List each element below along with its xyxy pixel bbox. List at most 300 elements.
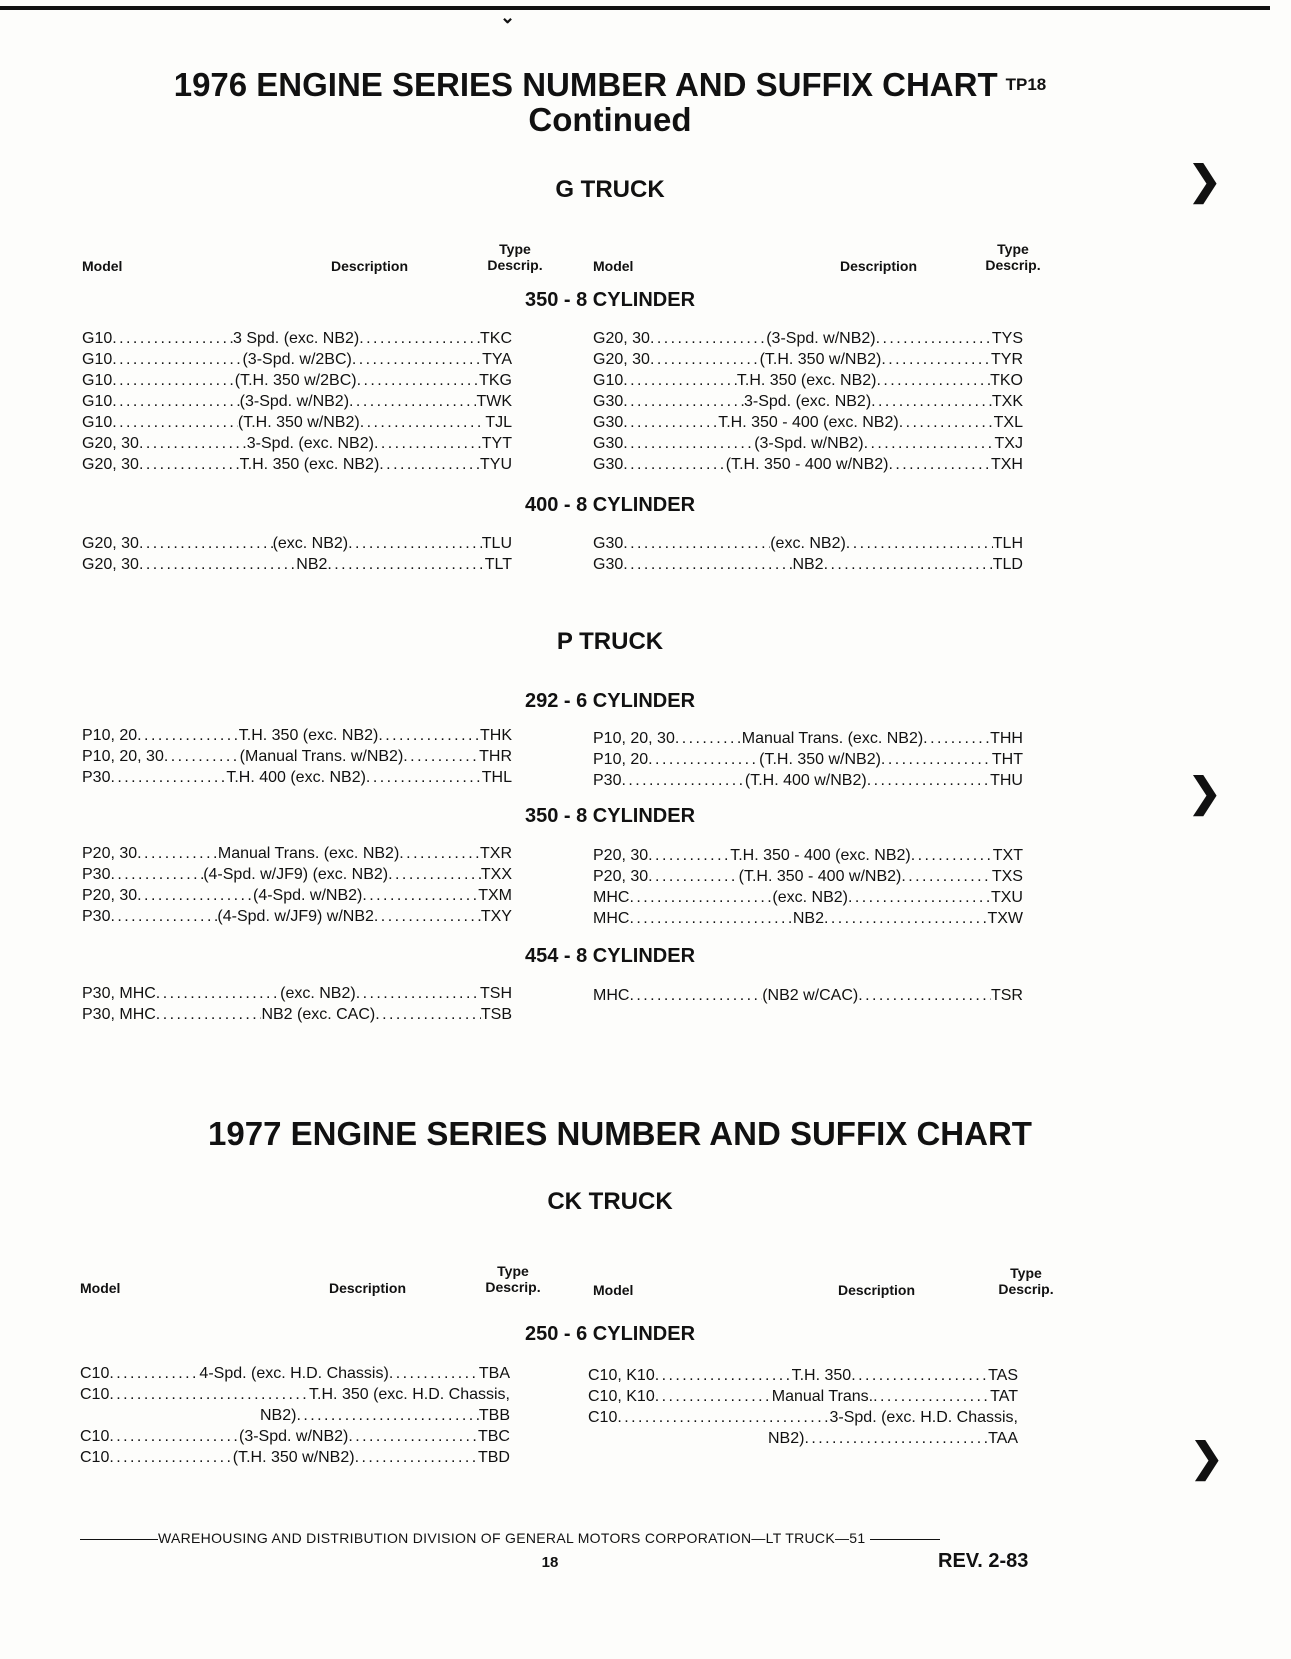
type-code-cell: TYA <box>482 351 512 368</box>
dot-leader <box>403 746 479 767</box>
cylinder-heading: 350 - 8 CYLINDER <box>524 805 696 827</box>
model-cell: C10 <box>80 1386 110 1403</box>
indent-spacer <box>80 1405 260 1426</box>
dot-leader <box>112 391 239 412</box>
dot-leader <box>399 843 480 864</box>
dot-leader <box>629 985 762 1006</box>
dot-leader <box>888 454 991 475</box>
table-row <box>593 554 1023 575</box>
indent-spacer <box>588 1428 768 1449</box>
chart-title-continued: Continued <box>528 101 692 138</box>
footer-rule-left <box>80 1539 158 1540</box>
chart-title-1977: 1977 ENGINE SERIES NUMBER AND SUFFIX CHART <box>208 1115 1032 1152</box>
model-cell: MHC <box>593 889 630 906</box>
table-row <box>82 864 512 885</box>
dot-leader <box>623 391 744 412</box>
dot-leader <box>327 554 484 575</box>
section-title-ck-truck: CK TRUCK <box>547 1188 673 1215</box>
table-row <box>593 391 1023 412</box>
type-code-cell: TXT <box>992 847 1023 864</box>
description-continuation: NB2) <box>768 1430 805 1447</box>
cylinder-heading: 400 - 8 CYLINDER <box>524 494 696 516</box>
model-cell: P30 <box>593 772 622 789</box>
table-row <box>82 349 512 370</box>
type-code-cell: TYR <box>991 351 1023 368</box>
dot-leader <box>109 1384 309 1405</box>
model-cell: C10 <box>80 1428 110 1445</box>
dot-leader <box>848 887 991 908</box>
dot-leader <box>881 349 991 370</box>
table-row <box>593 454 1023 475</box>
description-cell: 3 Spd. (exc. NB2) <box>232 330 360 347</box>
type-code-cell: TAS <box>988 1367 1018 1384</box>
table-row <box>82 412 512 433</box>
footer-rule-right <box>870 1539 940 1540</box>
type-code-cell: TYU <box>480 456 512 473</box>
dot-leader <box>867 770 990 791</box>
dot-leader <box>648 749 759 770</box>
description-cell: (3-Spd. w/2BC) <box>242 351 352 368</box>
dot-leader <box>629 887 772 908</box>
dot-leader <box>349 391 476 412</box>
type-code-cell: THT <box>991 751 1023 768</box>
type-code-cell: THL <box>481 769 512 786</box>
table-row <box>82 391 512 412</box>
description-cell: (T.H. 400 w/NB2) <box>744 772 867 789</box>
type-code-cell: TBC <box>477 1428 510 1445</box>
dot-leader <box>621 770 744 791</box>
description-cell: T.H. 350 (exc. NB2) <box>239 456 380 473</box>
table-block <box>593 845 1023 929</box>
footer-text: WAREHOUSING AND DISTRIBUTION DIVISION OF GENERAL MOTORS CORPORATION—LT TRUCK—51 <box>158 1530 866 1546</box>
type-code-cell: TLH <box>992 535 1023 552</box>
dot-leader <box>139 433 247 454</box>
table-block <box>80 1363 510 1468</box>
dot-leader <box>858 985 991 1006</box>
table-block <box>593 728 1023 791</box>
type-code-cell: TJL <box>485 414 512 431</box>
header-type-descrip <box>991 1265 1061 1297</box>
header-descrip: Descrip. <box>487 257 543 273</box>
dot-leader <box>623 433 754 454</box>
description-cell: T.H. 350 (exc. NB2) <box>238 727 379 744</box>
model-cell: G30 <box>593 456 624 473</box>
dot-leader <box>648 845 730 866</box>
description-cell: (T.H. 350 w/2BC) <box>234 372 357 389</box>
margin-scratch-mark: ❯ <box>1188 159 1222 203</box>
table-block <box>82 983 512 1025</box>
dot-leader <box>851 1365 988 1386</box>
header-type-descrip <box>478 1263 548 1295</box>
model-cell: G10 <box>82 330 113 347</box>
description-cell: (3-Spd. w/NB2) <box>754 435 864 452</box>
header-model: Model <box>593 1282 634 1298</box>
description-cell: 3-Spd. (exc. H.D. Chassis, <box>829 1409 1018 1426</box>
description-cell: (3-Spd. w/NB2) <box>238 1428 349 1445</box>
dot-leader <box>112 349 242 370</box>
type-code-cell: TBD <box>477 1449 510 1466</box>
dot-leader <box>899 412 994 433</box>
dot-leader <box>846 533 993 554</box>
description-cell: (T.H. 350 w/NB2) <box>759 751 881 768</box>
type-code-cell: THU <box>990 772 1023 789</box>
table-block <box>82 843 512 927</box>
table-row <box>82 906 512 927</box>
model-cell: P30 <box>82 908 111 925</box>
dot-leader <box>378 725 480 746</box>
dot-leader <box>623 533 770 554</box>
section-title-g-truck: G TRUCK <box>555 176 665 203</box>
header-description: Description <box>840 258 918 274</box>
table-row <box>82 370 512 391</box>
dot-leader <box>375 1004 481 1025</box>
description-cell: T.H. 350 <box>791 1367 852 1384</box>
table-row <box>82 533 512 554</box>
table-row <box>593 533 1023 554</box>
type-code-cell: THH <box>990 730 1023 747</box>
header-description: Description <box>838 1282 916 1298</box>
description-cell: (T.H. 350 - 400 w/NB2) <box>738 868 902 885</box>
model-cell: P10, 20, 30 <box>593 730 675 747</box>
type-code-cell: TLD <box>992 556 1023 573</box>
table-row <box>593 866 1023 887</box>
table-row <box>593 985 1023 1006</box>
description-cell: (exc. NB2) <box>772 889 848 906</box>
type-code-cell: TBB <box>478 1407 510 1424</box>
dot-leader <box>824 908 987 929</box>
description-cell: (Manual Trans. w/NB2) <box>239 748 404 765</box>
dot-leader <box>876 328 992 349</box>
cylinder-heading: 454 - 8 CYLINDER <box>524 945 696 967</box>
header-type: Type <box>499 241 531 257</box>
dot-leader <box>357 370 480 391</box>
dot-leader <box>355 1447 478 1468</box>
header-type: Type <box>497 1263 529 1279</box>
type-code-cell: TSB <box>480 1006 512 1023</box>
description-cell: (exc. NB2) <box>280 985 356 1002</box>
dot-leader <box>650 349 760 370</box>
description-cell: T.H. 400 (exc. NB2) <box>226 769 366 786</box>
table-block <box>593 328 1023 475</box>
header-type-descrip <box>978 241 1048 273</box>
dot-leader <box>623 454 726 475</box>
description-cell: NB2 <box>792 910 824 927</box>
type-code-cell: TXK <box>991 393 1023 410</box>
model-cell: C10 <box>80 1449 110 1466</box>
model-cell: G10 <box>82 414 113 431</box>
table-row <box>593 749 1023 770</box>
dot-leader <box>164 746 240 767</box>
model-cell: P10, 20 <box>82 727 138 744</box>
dot-leader <box>650 328 766 349</box>
model-cell: G20, 30 <box>82 456 139 473</box>
dot-leader <box>629 908 792 929</box>
type-code-cell: TYS <box>991 330 1023 347</box>
dot-leader <box>109 1363 199 1384</box>
model-cell: MHC <box>593 910 630 927</box>
table-row <box>588 1365 1018 1386</box>
cylinder-heading: 350 - 8 CYLINDER <box>524 289 696 311</box>
top-edge-bar <box>0 4 1291 27</box>
type-code-cell: TAA <box>988 1430 1018 1447</box>
table-row-continuation <box>588 1428 1018 1449</box>
header-descrip: Descrip. <box>985 257 1041 273</box>
dot-leader <box>109 1447 232 1468</box>
dot-leader <box>112 328 233 349</box>
type-code-cell: TAT <box>990 1388 1018 1405</box>
type-code-cell: TXS <box>991 868 1023 885</box>
model-cell: P30 <box>82 866 111 883</box>
type-code-cell: TXY <box>480 908 512 925</box>
dot-leader <box>881 749 992 770</box>
dot-leader <box>139 533 273 554</box>
table-row <box>82 725 512 746</box>
header-descrip: Descrip. <box>998 1281 1054 1297</box>
model-cell: G30 <box>593 535 624 552</box>
type-code-cell: TXH <box>990 456 1023 473</box>
table-row-continuation <box>80 1405 510 1426</box>
table-row <box>82 554 512 575</box>
dot-leader <box>359 328 480 349</box>
model-cell: MHC <box>593 987 630 1004</box>
type-code-cell: TXU <box>990 889 1023 906</box>
dot-leader <box>871 391 992 412</box>
header-model: Model <box>593 258 634 274</box>
type-code-cell: TKG <box>479 372 512 389</box>
table-row <box>82 328 512 349</box>
margin-scratch-mark: ❯ <box>1190 1436 1224 1480</box>
dot-leader <box>675 728 742 749</box>
dot-leader <box>804 1428 988 1449</box>
page-number: 18 <box>541 1554 559 1571</box>
description-cell: Manual Trans. (exc. NB2) <box>217 845 400 862</box>
model-cell: G20, 30 <box>593 330 650 347</box>
dot-leader <box>923 728 990 749</box>
table-row <box>593 433 1023 454</box>
table-row <box>593 412 1023 433</box>
header-type: Type <box>1010 1265 1042 1281</box>
dot-leader <box>901 866 991 887</box>
table-row <box>80 1426 510 1447</box>
model-cell: G30 <box>593 393 624 410</box>
description-continuation: NB2) <box>260 1407 297 1424</box>
description-cell: NB2 <box>296 556 328 573</box>
model-cell: P30, MHC <box>82 1006 156 1023</box>
dot-leader <box>379 454 480 475</box>
dot-leader <box>360 412 486 433</box>
type-code-cell: TYT <box>481 435 512 452</box>
type-code-cell: TXX <box>480 866 512 883</box>
dot-leader <box>348 533 482 554</box>
description-cell: (exc. NB2) <box>770 535 846 552</box>
type-code-cell: TKO <box>990 372 1023 389</box>
table-row <box>593 908 1023 929</box>
header-description: Description <box>329 1280 407 1296</box>
table-row <box>82 746 512 767</box>
dot-leader <box>873 1386 990 1407</box>
type-code-cell: TLT <box>484 556 512 573</box>
model-cell: P10, 20, 30 <box>82 748 164 765</box>
model-cell: G30 <box>593 556 624 573</box>
description-cell: (4-Spd. w/JF9) w/NB2 <box>217 908 374 925</box>
type-code-cell: TSH <box>480 985 512 1002</box>
description-cell: (T.H. 350 w/NB2) <box>759 351 882 368</box>
section-title-p-truck: P TRUCK <box>556 628 664 655</box>
dot-leader <box>623 412 718 433</box>
description-cell: NB2 <box>792 556 824 573</box>
type-code-cell: TXJ <box>994 435 1023 452</box>
top-notch-mark: ⌄ <box>500 7 516 27</box>
header-description: Description <box>331 258 409 274</box>
description-cell: (T.H. 350 - 400 w/NB2) <box>725 456 889 473</box>
type-code-cell: THK <box>479 727 512 744</box>
dot-leader <box>655 1386 772 1407</box>
model-cell: P30, MHC <box>82 985 156 1002</box>
dot-leader <box>156 1004 262 1025</box>
description-cell: T.H. 350 - 400 (exc. NB2) <box>718 414 899 431</box>
table-row <box>80 1363 510 1384</box>
type-code-cell: THR <box>479 748 512 765</box>
dot-leader <box>824 554 993 575</box>
model-cell: P30 <box>82 769 111 786</box>
table-row <box>80 1447 510 1468</box>
table-row <box>593 887 1023 908</box>
model-cell: G20, 30 <box>82 556 139 573</box>
model-cell: P20, 30 <box>82 845 138 862</box>
table-block <box>593 985 1023 1006</box>
description-cell: (exc. NB2) <box>272 535 349 552</box>
description-cell: T.H. 350 (exc. NB2) <box>736 372 877 389</box>
chart-title-1976-text: 1976 ENGINE SERIES NUMBER AND SUFFIX CHART <box>173 66 998 103</box>
table-row <box>593 845 1023 866</box>
table-row <box>82 885 512 906</box>
model-cell: C10, K10 <box>588 1367 655 1384</box>
type-code-cell: TLU <box>481 535 512 552</box>
model-cell: P20, 30 <box>593 847 649 864</box>
dot-leader <box>864 433 995 454</box>
description-cell: (4-Spd. w/JF9) (exc. NB2) <box>203 866 389 883</box>
table-block <box>82 533 512 575</box>
chart-code: TP18 <box>1005 75 1047 94</box>
description-cell: NB2 (exc. CAC) <box>261 1006 376 1023</box>
revision-label: REV. 2-83 <box>938 1550 1029 1572</box>
model-cell: P20, 30 <box>82 887 138 904</box>
type-code-cell: TXR <box>480 845 512 862</box>
description-cell: (T.H. 350 w/NB2) <box>232 1449 355 1466</box>
description-cell: Manual Trans. (exc. NB2) <box>741 730 924 747</box>
dot-leader <box>374 433 482 454</box>
cylinder-heading: 250 - 6 CYLINDER <box>524 1323 696 1345</box>
dot-leader <box>156 983 280 1004</box>
dot-leader <box>655 1365 792 1386</box>
dot-leader <box>110 864 203 885</box>
type-code-cell: TXW <box>987 910 1023 927</box>
description-cell: 4-Spd. (exc. H.D. Chassis) <box>199 1365 389 1382</box>
table-row <box>80 1384 510 1405</box>
table-row <box>593 770 1023 791</box>
cylinder-heading: 292 - 6 CYLINDER <box>524 690 696 712</box>
dot-leader <box>139 554 296 575</box>
dot-leader <box>296 1405 478 1426</box>
model-cell: G30 <box>593 435 624 452</box>
dot-leader <box>388 864 481 885</box>
dot-leader <box>137 885 253 906</box>
header-model: Model <box>80 1280 121 1296</box>
dot-leader <box>911 845 993 866</box>
description-cell: T.H. 350 (exc. H.D. Chassis, <box>309 1386 510 1403</box>
dot-leader <box>623 370 737 391</box>
table-row <box>82 767 512 788</box>
table-row <box>593 728 1023 749</box>
dot-leader <box>137 843 218 864</box>
dot-leader <box>362 885 478 906</box>
model-cell: G10 <box>82 372 113 389</box>
dot-leader <box>876 370 990 391</box>
dot-leader <box>623 554 792 575</box>
header-model: Model <box>82 258 123 274</box>
model-cell: G20, 30 <box>82 535 139 552</box>
model-cell: G20, 30 <box>82 435 139 452</box>
dot-leader <box>374 906 481 927</box>
dot-leader <box>389 1363 479 1384</box>
model-cell: P20, 30 <box>593 868 649 885</box>
table-row <box>82 843 512 864</box>
table-row <box>82 433 512 454</box>
type-code-cell: TWK <box>476 393 512 410</box>
model-cell: C10 <box>588 1409 618 1426</box>
table-block <box>588 1365 1018 1449</box>
table-block <box>82 725 512 788</box>
dot-leader <box>109 1426 239 1447</box>
type-code-cell: TKC <box>480 330 512 347</box>
dot-leader <box>366 767 482 788</box>
model-cell: G10 <box>82 351 113 368</box>
header-descrip: Descrip. <box>485 1279 541 1295</box>
table-block <box>82 328 512 475</box>
table-row <box>82 454 512 475</box>
margin-scratch-mark: ❯ <box>1188 771 1222 815</box>
model-cell: G10 <box>82 393 113 410</box>
table-row <box>588 1386 1018 1407</box>
description-cell: T.H. 350 - 400 (exc. NB2) <box>730 847 911 864</box>
dot-leader <box>348 1426 478 1447</box>
dot-leader <box>112 412 238 433</box>
header-type: Type <box>997 241 1029 257</box>
dot-leader <box>648 866 738 887</box>
model-cell: G30 <box>593 414 624 431</box>
description-cell: 3-Spd. (exc. NB2) <box>743 393 872 410</box>
dot-leader <box>112 370 235 391</box>
table-row <box>82 1004 512 1025</box>
table-row <box>593 370 1023 391</box>
type-code-cell: TSR <box>990 987 1023 1004</box>
dot-leader <box>110 906 217 927</box>
chart-title-1976 <box>0 66 1220 103</box>
description-cell: (3-Spd. w/NB2) <box>766 330 876 347</box>
description-cell: Manual Trans. <box>771 1388 874 1405</box>
table-row <box>593 349 1023 370</box>
model-cell: G10 <box>593 372 624 389</box>
model-cell: C10 <box>80 1365 110 1382</box>
table-row <box>588 1407 1018 1428</box>
dot-leader <box>139 454 240 475</box>
dot-leader <box>137 725 239 746</box>
description-cell: (4-Spd. w/NB2) <box>253 887 363 904</box>
description-cell: (3-Spd. w/NB2) <box>239 393 350 410</box>
type-code-cell: TBA <box>478 1365 510 1382</box>
table-row <box>593 328 1023 349</box>
model-cell: P10, 20 <box>593 751 649 768</box>
